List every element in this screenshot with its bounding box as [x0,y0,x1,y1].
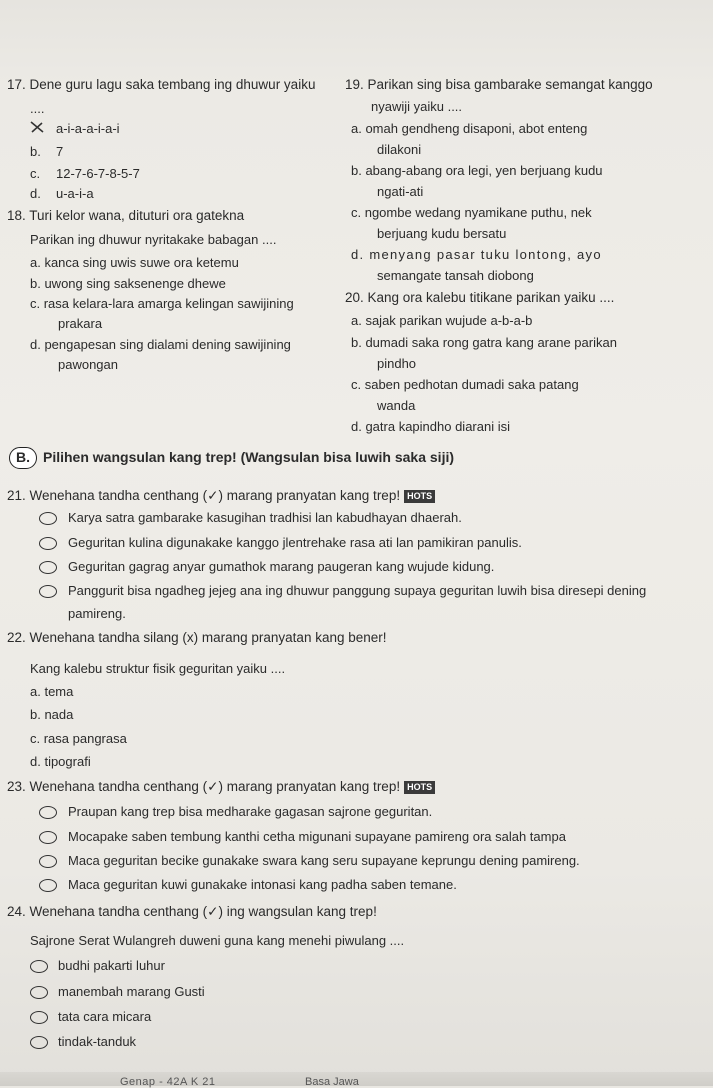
q23-option-1-checkbox[interactable] [39,806,57,819]
q18-option-c[interactable]: c. rasa kelara-lara amarga kelingan sawijining [30,296,294,311]
q24-option-2-checkbox[interactable] [30,986,48,999]
question-17: 17. Dene guru lagu saka tembang ing dhuwur yaiku [7,77,316,92]
q18-option-b[interactable]: b. uwong sing saksenenge dhewe [30,276,226,291]
question-19-line2: nyawiji yaiku .... [371,99,463,114]
q20-option-c-line2: wanda [377,398,416,413]
q21-option-4-checkbox[interactable] [39,585,57,598]
hots-badge: HOTS [404,490,435,503]
q21-option-1[interactable]: Karya satra gambarake kasugihan tradhisi lan kabudhayan dhaerah. [68,510,462,525]
q23-option-1[interactable]: Praupan kang trep bisa medharake gagasan sajrone geguritan. [68,804,433,819]
q19-option-d-line2: semangate tansah diobong [377,268,534,283]
q19-option-c[interactable]: c. ngombe wedang nyamikane puthu, nek [351,205,592,220]
q18-option-d[interactable]: d. pengapesan sing dialami dening sawijining [30,337,291,352]
q21-option-2-checkbox[interactable] [39,537,57,550]
q20-option-d[interactable]: d. gatra kapindho diarani isi [351,419,510,434]
q17-option-b[interactable]: 7 [56,144,64,159]
q24-option-2[interactable]: manembah marang Gusti [58,984,205,999]
q21-option-1-checkbox[interactable] [39,512,57,525]
q22-option-a[interactable]: a. tema [30,684,74,699]
q21-option-3-checkbox[interactable] [39,561,57,574]
q24-option-1[interactable]: budhi pakarti luhur [58,958,165,973]
q21-option-4[interactable]: Panggurit bisa ngadheg jejeg ana ing dhuwur panggung supaya geguritan luwih bisa diresepi dening [68,583,647,598]
q17-option-a[interactable]: a-i-a-a-i-a-i [56,121,120,136]
q17-option-b-letter: b. [30,144,41,159]
q19-option-a-line2: dilakoni [377,142,422,157]
question-22: 22. Wenehana tandha silang (x) marang pranyatan kang bener! [7,630,387,645]
cross-mark-icon [29,119,45,135]
q20-option-b[interactable]: b. dumadi saka rong gatra kang arane parikan [351,335,617,350]
q22-option-b[interactable]: b. nada [30,707,74,722]
q17-option-d-letter: d. [30,186,41,201]
q23-option-2[interactable]: Mocapake saben tembung kanthi cetha migunani supayane pamireng ora salah tampa [68,829,566,844]
footer-text-right: Basa Jawa [305,1076,359,1088]
q22-option-d[interactable]: d. tipografi [30,754,91,769]
q23-option-4-checkbox[interactable] [39,879,57,892]
q19-option-d[interactable]: d. menyang pasar tuku lontong, ayo [351,247,602,262]
section-b-badge: B. [9,447,37,469]
q17-option-c[interactable]: 12-7-6-7-8-5-7 [56,166,140,181]
hots-badge: HOTS [404,781,435,794]
question-20: 20. Kang ora kalebu titikane parikan yaiku .... [345,290,615,305]
q18-option-d-line2: pawongan [58,357,118,372]
q20-option-b-line2: pindho [377,356,417,371]
question-24: 24. Wenehana tandha centhang (✓) ing wangsulan kang trep! [7,904,377,919]
question-17-ellipsis: .... [30,101,45,116]
question-21: 21. Wenehana tandha centhang (✓) marang pranyatan kang trep! HOTS [7,488,435,504]
q23-option-3[interactable]: Maca geguritan becike gunakake swara kang seru supayane keprungu dening pamireng. [68,853,580,868]
q19-option-a[interactable]: a. omah gendheng disaponi, abot enteng [351,121,588,136]
question-24-line2: Sajrone Serat Wulangreh duweni guna kang menehi piwulang .... [30,933,405,948]
q17-option-d[interactable]: u-a-i-a [56,186,94,201]
footer-text: Genap - 42A K 21 [120,1076,216,1088]
q21-option-2[interactable]: Geguritan kulina digunakake kanggo jlentrehake rasa ati lan pamikiran panulis. [68,535,522,550]
question-23: 23. Wenehana tandha centhang (✓) marang pranyatan kang trep! HOTS [7,779,435,795]
question-18: 18. Turi kelor wana, dituturi ora gatekna [7,208,245,223]
q24-option-4[interactable]: tindak-tanduk [58,1034,137,1049]
q23-option-3-checkbox[interactable] [39,855,57,868]
question-19: 19. Parikan sing bisa gambarake semangat kanggo [345,77,653,92]
q20-option-c[interactable]: c. saben pedhotan dumadi saka patang [351,377,579,392]
q19-option-c-line2: berjuang kudu bersatu [377,226,507,241]
q20-option-a[interactable]: a. sajak parikan wujude a-b-a-b [351,313,533,328]
q17-option-c-letter: c. [30,166,41,181]
q19-option-b-line2: ngati-ati [377,184,424,199]
q24-option-1-checkbox[interactable] [30,960,48,973]
q22-option-c[interactable]: c. rasa pangrasa [30,731,127,746]
q21-option-4-line2: pamireng. [68,606,126,621]
q24-option-3-checkbox[interactable] [30,1011,48,1024]
q18-option-a[interactable]: a. kanca sing uwis suwe ora ketemu [30,255,239,270]
section-b-instruction: Pilihen wangsulan kang trep! (Wangsulan bisa luwih saka siji) [43,449,455,465]
q24-option-4-checkbox[interactable] [30,1036,48,1049]
q18-option-c-line2: prakara [58,316,103,331]
question-22-line2: Kang kalebu struktur fisik geguritan yaiku .... [30,661,286,676]
q24-option-3[interactable]: tata cara micara [58,1009,152,1024]
q23-option-2-checkbox[interactable] [39,831,57,844]
q21-option-3[interactable]: Geguritan gagrag anyar gumathok marang paugeran kang wujude kidung. [68,559,495,574]
q19-option-b[interactable]: b. abang-abang ora legi, yen berjuang kudu [351,163,603,178]
question-18-line2: Parikan ing dhuwur nyritakake babagan .... [30,232,277,247]
q23-option-4[interactable]: Maca geguritan kuwi gunakake intonasi kang padha saben temane. [68,877,457,892]
